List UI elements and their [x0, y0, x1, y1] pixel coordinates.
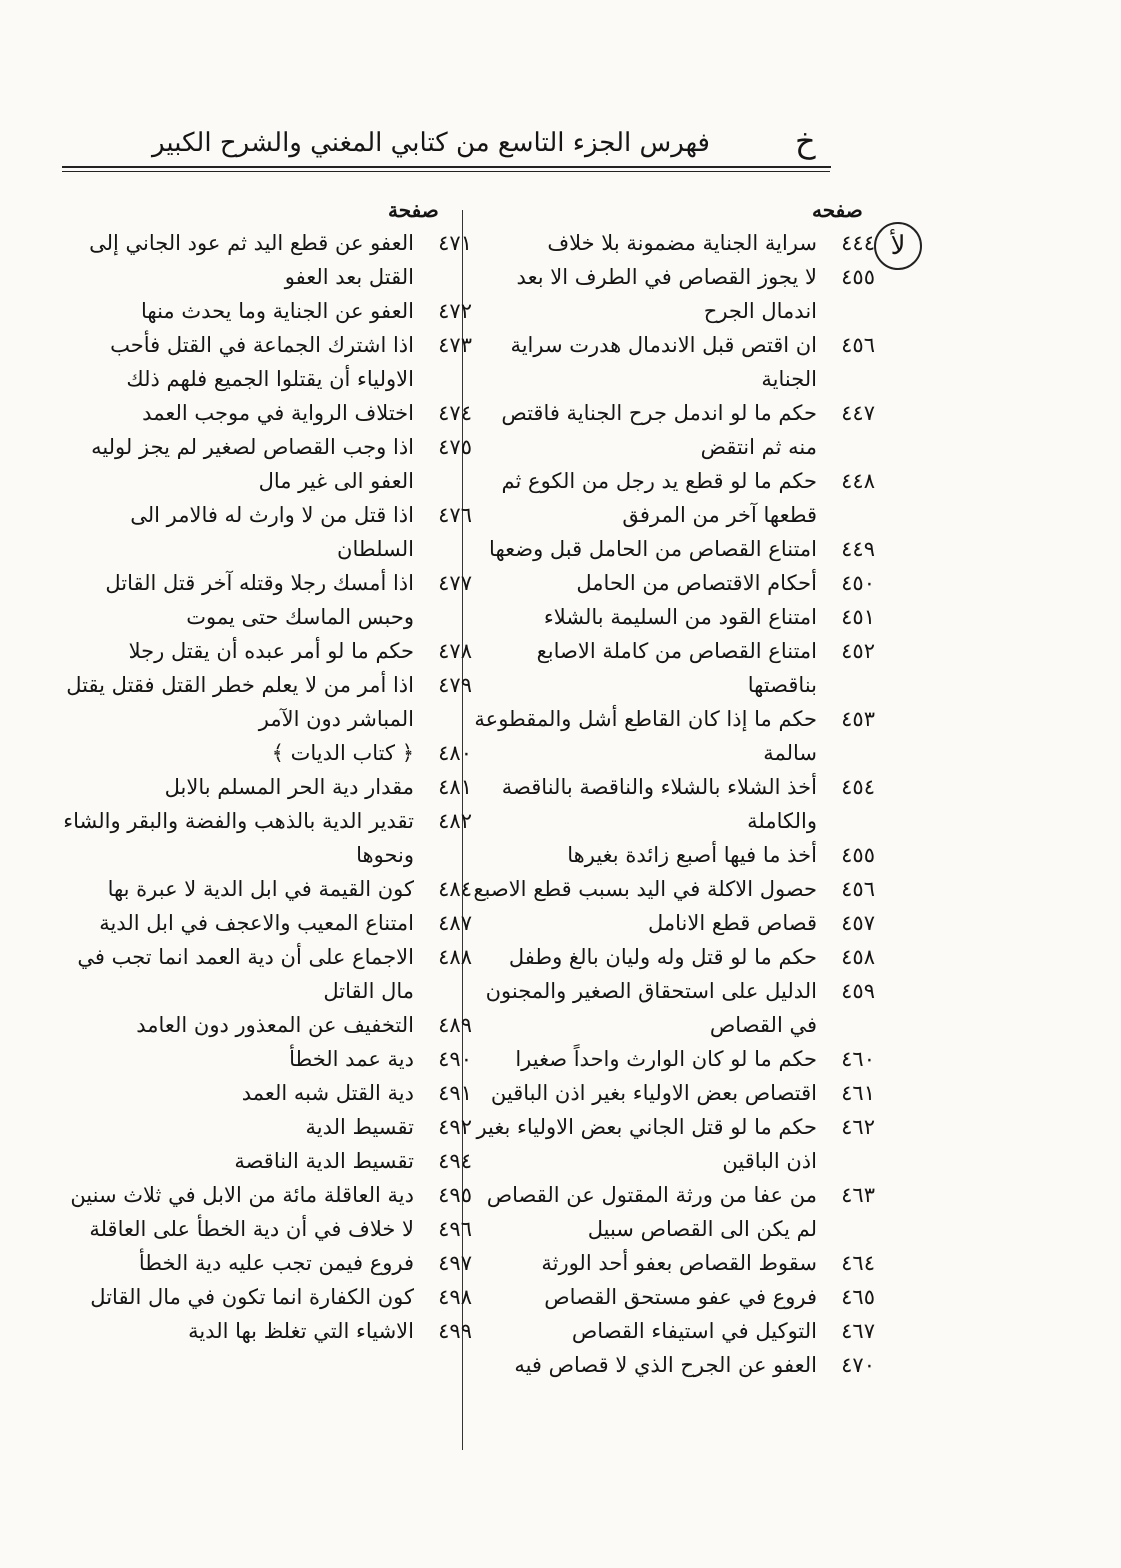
index-entry: [470, 940, 875, 974]
entry-title: تقسيط الدية الناقصة: [234, 1149, 414, 1173]
entry-page-number: ٤٨٧: [438, 911, 472, 935]
entry-title: دية العاقلة مائة من الابل في ثلاث سنين: [70, 1183, 414, 1207]
entry-page-number: ٤٩٢: [438, 1115, 472, 1139]
entry-title: العفو عن الجرح الذي لا قصاص فيه: [514, 1353, 817, 1377]
index-entry: [62, 1008, 472, 1042]
entry-title: مقدار دية الحر المسلم بالابل: [164, 775, 414, 799]
entry-title: اذا أمسك رجلا وقتله آخر قتل القاتل وحبس الماسك حتى يموت: [105, 571, 414, 629]
entry-title: امتناع المعيب والاعجف في ابل الدية: [99, 911, 414, 935]
index-entry: [470, 1110, 875, 1178]
index-entry: [470, 702, 875, 770]
index-entry: [470, 838, 875, 872]
entry-title: لا خلاف في أن دية الخطأ على العاقلة: [89, 1217, 414, 1241]
page-title: فهرس الجزء التاسع من كتابي المغني والشرح الكبير: [152, 128, 710, 158]
entry-page-number: ٤٨٤: [438, 877, 472, 901]
entry-page-number: ٤٦٠: [841, 1047, 875, 1071]
entry-title: فروع في عفو مستحق القصاص: [544, 1285, 817, 1309]
entry-page-number: ٤٥٥: [841, 265, 875, 289]
entry-page-number: ٤٧٩: [438, 673, 472, 697]
entry-title: قصاص قطع الانامل: [647, 911, 817, 935]
index-entry: [62, 1314, 472, 1348]
entry-page-number: ٤٩٦: [438, 1217, 472, 1241]
entry-title: تقدير الدية بالذهب والفضة والبقر والشاء ونحوها: [63, 809, 414, 867]
entry-title: اقتصاص بعض الاولياء بغير اذن الباقين: [490, 1081, 817, 1105]
entry-title: تقسيط الدية: [305, 1115, 414, 1139]
entry-title: حكم ما لو قطع يد رجل من الكوع ثم قطعها آخر من المرفق: [501, 469, 817, 527]
index-entry: [62, 396, 472, 430]
entry-page-number: ٤٥٠: [841, 571, 875, 595]
entry-title: اذا اشترك الجماعة في القتل فأحب الاولياء أن يقتلوا الجميع فلهم ذلك: [110, 333, 414, 391]
entry-page-number: ٤٥٧: [841, 911, 875, 935]
entry-page-number: ٤٧٤: [438, 401, 472, 425]
entry-title: حكم ما لو قتل الجاني بعض الاولياء بغير اذن الباقين: [476, 1115, 817, 1173]
entry-page-number: ٤٦١: [841, 1081, 875, 1105]
entry-title: كون القيمة في ابل الدية لا عبرة بها: [107, 877, 414, 901]
entry-title: العفو عن الجناية وما يحدث منها: [141, 299, 414, 323]
entry-page-number: ٤٤٩: [841, 537, 875, 561]
header-rule: [62, 166, 831, 168]
entry-page-number: ٤٧٦: [438, 503, 472, 527]
entry-page-number: ٤٤٨: [841, 469, 875, 493]
index-entry: [470, 974, 875, 1042]
index-entry: [62, 1144, 472, 1178]
entry-title: أخذ الشلاء بالشلاء والناقصة بالناقصة والكاملة: [501, 775, 817, 833]
entry-page-number: ٤٥٤: [841, 775, 875, 799]
entry-title: من عفا من ورثة المقتول عن القصاص لم يكن الى القصاص سبيل: [486, 1183, 817, 1241]
entry-title: ان اقتص قبل الاندمال هدرت سراية الجناية: [510, 333, 817, 391]
index-entry: [62, 872, 472, 906]
entry-title: أخذ ما فيها أصبع زائدة بغيرها: [567, 843, 817, 867]
index-entry: [470, 260, 875, 328]
entry-page-number: ٤٩١: [438, 1081, 472, 1105]
index-entry: [470, 1280, 875, 1314]
entry-title: اذا قتل من لا وارث له فالامر الى السلطان: [130, 503, 414, 561]
index-entry: [470, 1076, 875, 1110]
entry-page-number: ٤٧٠: [841, 1353, 875, 1377]
index-entry: [62, 736, 472, 770]
entry-page-number: ٤٨٩: [438, 1013, 472, 1037]
index-entry: [470, 1348, 875, 1382]
entry-page-number: ٤٩٧: [438, 1251, 472, 1275]
index-entry: [470, 328, 875, 396]
entry-page-number: ٤٨٠: [438, 741, 472, 765]
entry-title: التخفيف عن المعذور دون العامد: [136, 1013, 414, 1037]
entry-title: امتناع القود من السليمة بالشلاء: [543, 605, 817, 629]
index-entry: [62, 328, 472, 396]
entry-page-number: ٤٥٩: [841, 979, 875, 1003]
entry-page-number: ٤٧٧: [438, 571, 472, 595]
entry-title: الدليل على استحقاق الصغير والمجنون في القصاص: [485, 979, 817, 1037]
index-entry: [470, 634, 875, 702]
entry-title: حكم ما لو قتل وله وليان بالغ وطفل: [508, 945, 817, 969]
entry-title: سقوط القصاص بعفو أحد الورثة: [541, 1251, 817, 1275]
entry-page-number: ٤٥٣: [841, 707, 875, 731]
entry-page-number: ٤٥١: [841, 605, 875, 629]
index-entry: [62, 1178, 472, 1212]
entry-title: اختلاف الرواية في موجب العمد: [142, 401, 414, 425]
entry-page-number: ٤٩٨: [438, 1285, 472, 1309]
index-entry: [62, 906, 472, 940]
index-entry: [470, 906, 875, 940]
entry-page-number: ٤٦٣: [841, 1183, 875, 1207]
entry-page-number: ٤٧٢: [438, 299, 472, 323]
index-entry: [62, 1246, 472, 1280]
entry-page-number: ٤٧٣: [438, 333, 472, 357]
index-entry: [470, 226, 875, 260]
index-entry: [62, 1076, 472, 1110]
entry-page-number: ٤٤٧: [841, 401, 875, 425]
entry-title: حكم ما إذا كان القاطع أشل والمقطوعة سالمة: [474, 707, 817, 765]
index-entry: [62, 804, 472, 872]
entry-page-number: ٤٥٥: [841, 843, 875, 867]
entry-title: كون الكفارة انما تكون في مال القاتل: [90, 1285, 414, 1309]
entry-page-number: ٤٨١: [438, 775, 472, 799]
entry-page-number: ٤٧٨: [438, 639, 472, 663]
index-entry: [62, 430, 472, 498]
entry-title: حكم ما لو كان الوارث واحداً صغيرا: [515, 1047, 817, 1071]
page-column-label-left: صفحة: [388, 198, 439, 222]
entry-page-number: ٤٧٥: [438, 435, 472, 459]
index-entry: [62, 1212, 472, 1246]
page-column-label-right: صفحه: [812, 198, 863, 222]
index-entry: [470, 1178, 875, 1246]
index-entry: [470, 872, 875, 906]
entry-page-number: ٤٤٤: [841, 231, 875, 255]
entry-title: العفو عن قطع اليد ثم عود الجاني إلى القتل بعد العفو: [89, 231, 414, 289]
entry-page-number: ٤٨٨: [438, 945, 472, 969]
index-entry: [62, 634, 472, 668]
entry-page-number: ٤٧١: [438, 231, 472, 255]
entry-title: امتناع القصاص من كاملة الاصابع بناقصتها: [536, 639, 817, 697]
index-entry: [62, 498, 472, 566]
entry-page-number: ٤٩٩: [438, 1319, 472, 1343]
entry-title: دية القتل شبه العمد: [241, 1081, 414, 1105]
entry-title: حكم ما لو اندمل جرح الجناية فاقتص منه ثم انتقض: [501, 401, 817, 459]
entry-page-number: ٤٦٢: [841, 1115, 875, 1139]
entry-page-number: ٤٩٠: [438, 1047, 472, 1071]
index-entry: [470, 1314, 875, 1348]
index-column-right: [470, 226, 875, 1382]
library-stamp-icon: ﻷ: [874, 222, 922, 270]
entry-page-number: ٤٦٧: [841, 1319, 875, 1343]
index-entry: [470, 1246, 875, 1280]
entry-page-number: ٤٥٦: [841, 877, 875, 901]
index-entry: [62, 1042, 472, 1076]
entry-title: دية عمد الخطأ: [289, 1047, 414, 1071]
index-entry: [470, 532, 875, 566]
index-entry: [470, 1042, 875, 1076]
entry-page-number: ٤٥٨: [841, 945, 875, 969]
entry-title: اذا وجب القصاص لصغير لم يجز لوليه العفو الى غير مال: [91, 435, 414, 493]
entry-title: الاجماع على أن دية العمد انما تجب في مال القاتل: [77, 945, 414, 1003]
entry-page-number: ٤٥٢: [841, 639, 875, 663]
index-entry: [62, 1280, 472, 1314]
entry-title: فروع فيمن تجب عليه دية الخطأ: [138, 1251, 414, 1275]
index-entry: [470, 770, 875, 838]
entry-page-number: ٤٨٢: [438, 809, 472, 833]
entry-page-number: ٤٩٥: [438, 1183, 472, 1207]
index-column-left: [62, 226, 472, 1348]
entry-page-number: ٤٥٦: [841, 333, 875, 357]
entry-page-number: ٤٩٤: [438, 1149, 472, 1173]
index-entry: [62, 668, 472, 736]
index-entry: [470, 566, 875, 600]
entry-title: امتناع القصاص من الحامل قبل وضعها: [489, 537, 817, 561]
index-entry: [62, 566, 472, 634]
entry-title: حكم ما لو أمر عبده أن يقتل رجلا: [128, 639, 414, 663]
index-entry: [470, 600, 875, 634]
entry-title: لا يجوز القصاص في الطرف الا بعد اندمال الجرح: [516, 265, 817, 323]
entry-page-number: ٤٦٤: [841, 1251, 875, 1275]
index-entry: [62, 294, 472, 328]
entry-title: اذا أمر من لا يعلم خطر القتل فقتل يقتل المباشر دون الآمر: [66, 673, 414, 731]
entry-title: حصول الاكلة في اليد بسبب قطع الاصبع: [473, 877, 817, 901]
entry-title: الاشياء التي تغلظ بها الدية: [188, 1319, 414, 1343]
entry-title: التوكيل في استيفاء القصاص: [571, 1319, 817, 1343]
entry-title: أحكام الاقتصاص من الحامل: [576, 571, 817, 595]
entry-title: سراية الجناية مضمونة بلا خلاف: [547, 231, 817, 255]
index-entry: [62, 770, 472, 804]
entry-page-number: ٤٦٥: [841, 1285, 875, 1309]
header-rule-thin: [62, 171, 830, 172]
index-entry: [62, 226, 472, 294]
page-folio: خ: [795, 122, 816, 160]
index-entry: [62, 1110, 472, 1144]
index-entry: [470, 396, 875, 464]
index-entry: [62, 940, 472, 1008]
index-entry: [470, 464, 875, 532]
entry-title: ﴿ كتاب الديات ﴾: [271, 741, 414, 765]
